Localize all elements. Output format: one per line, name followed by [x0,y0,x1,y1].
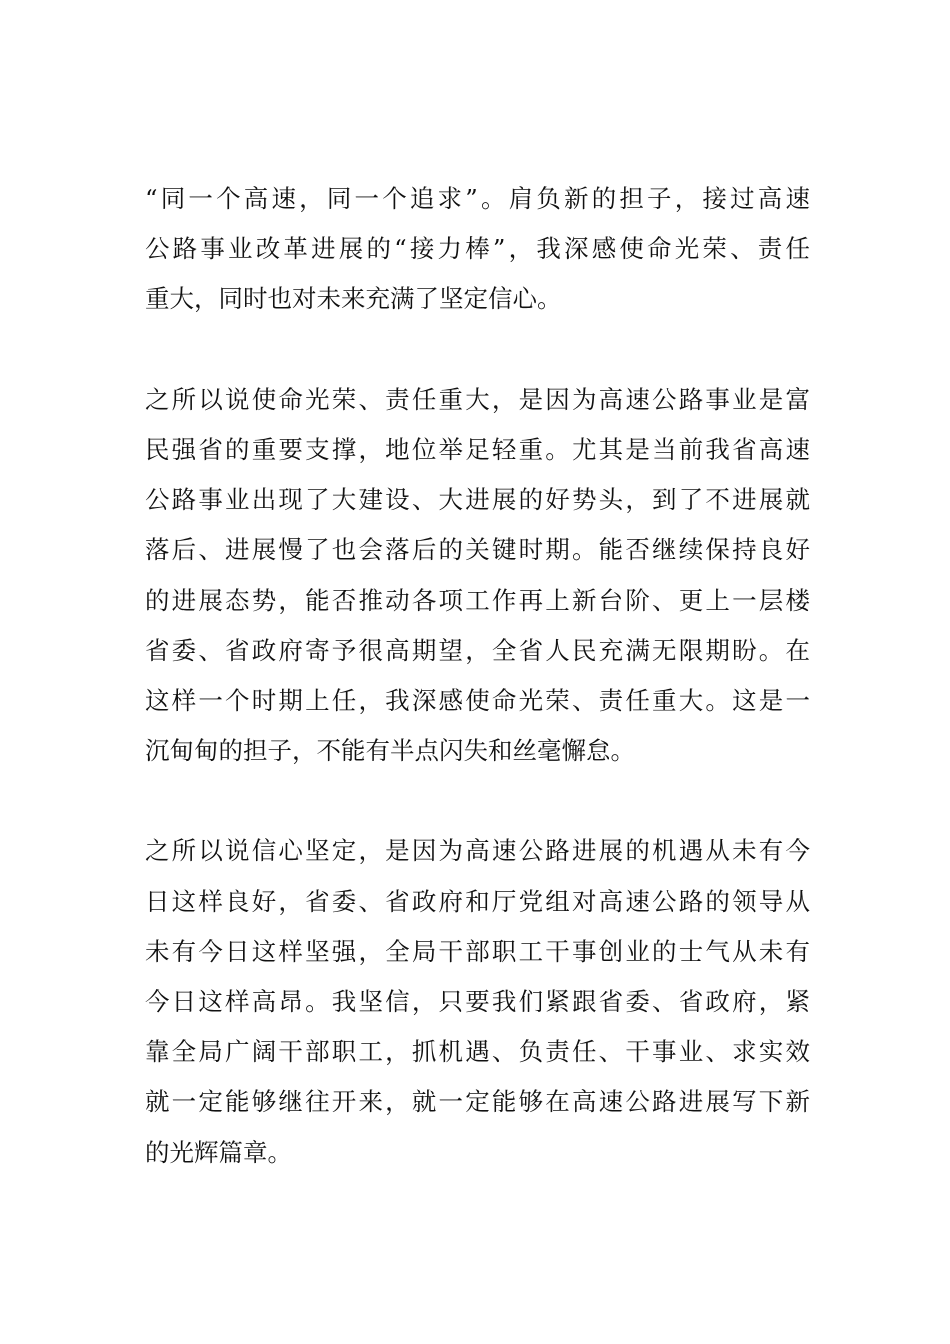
text-line: 之所以说使命光荣、责任重大，是因为高速公路事业是富 [145,384,810,414]
text-line: 靠全局广阔干部职工，抓机遇、负责任、干事业、求实效 [145,1037,810,1067]
text-line: 的光辉篇章。 [145,1137,292,1167]
text-line: 公路事业出现了大建设、大进展的好势头，到了不进展就 [145,485,810,515]
document-body [145,174,810,1178]
paragraph-2 [145,375,810,777]
text-line: 就一定能够继往开来，就一定能够在高速公路进展写下新 [145,1087,810,1117]
paragraph-spacer [145,776,810,826]
paragraph-spacer [145,325,810,375]
paragraph-1 [145,174,810,325]
text-line: 民强省的重要支撑，地位举足轻重。尤其是当前我省高速 [145,434,810,464]
text-line: 之所以说信心坚定，是因为高速公路进展的机遇从未有今 [145,836,810,866]
text-line: 落后、进展慢了也会落后的关键时期。能否继续保持良好 [145,535,810,565]
text-line: 这样一个时期上任，我深感使命光荣、责任重大。这是一 [145,685,810,715]
text-line: “同一个高速，同一个追求”。肩负新的担子，接过高速 [145,184,810,213]
text-line: 省委、省政府寄予很高期望，全省人民充满无限期盼。在 [145,635,810,665]
paragraph-3 [145,826,810,1177]
text-line: 今日这样高昂。我坚信，只要我们紧跟省委、省政府，紧 [145,987,810,1016]
text-line: 重大，同时也对未来充满了坚定信心。 [145,284,562,314]
text-line: 日这样良好，省委、省政府和厅党组对高速公路的领导从 [145,886,810,916]
text-line: 沉甸甸的担子，不能有半点闪失和丝毫懈怠。 [145,736,635,766]
text-line: 未有今日这样坚强，全局干部职工干事创业的士气从未有 [145,936,810,966]
text-line: 的进展态势，能否推动各项工作再上新台阶、更上一层楼 [145,585,810,615]
text-line: 公路事业改革进展的“接力棒”，我深感使命光荣、责任 [145,234,810,264]
